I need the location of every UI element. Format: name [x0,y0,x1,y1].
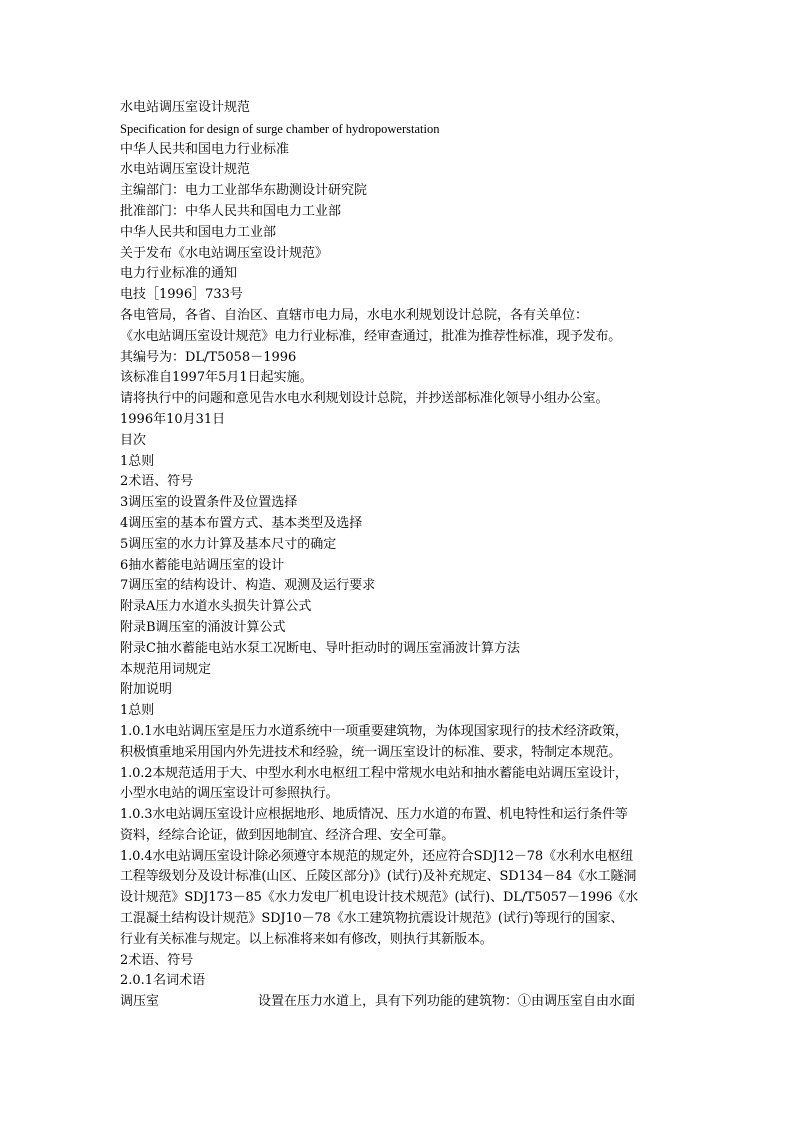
doc-title-repeat: 水电站调压室设计规范 [120,162,251,178]
paragraph-line: 行业有关标准与规定。以上标准将来如有修改，则执行其新版本。 [120,931,493,947]
paragraph-line: 工混凝土结构设计规范》SDJ10－78《水工建筑物抗震设计规范》(试行)等现行的国家、 [120,911,624,927]
paragraph-line: 工程等级划分及设计标准(山区、丘陵区部分)》(试行)及补充规定、SD134－84《水工隧洞 [120,869,637,885]
effective-date: 该标准自1997年5月1日起实施。 [120,370,313,386]
paragraph-line: 1.0.1水电站调压室是压力水道系统中一项重要建筑物，为体现国家现行的技术经济政策， [120,723,628,739]
doc-title: 水电站调压室设计规范 [120,100,251,115]
paragraph-line: 1.0.3水电站调压室设计应根据地形、地质情况、压力水道的布置、机电特性和运行条件等 [120,807,628,823]
section-heading: 2术语、符号 [120,952,194,968]
toc-item: 附录B调压室的涌波计算公式 [120,619,286,635]
standard-number: 其编号为：DL/T5058－1996 [120,349,297,365]
editor-department: 主编部门：电力工业部华东勘测设计研究院 [120,183,368,199]
toc-item: 附加说明 [120,682,173,698]
approval-department: 批准部门：中华人民共和国电力工业部 [120,203,342,219]
toc-item: 本规范用词规定 [120,661,212,677]
paragraph-line: 积极慎重地采用国内外先进技术和经验，统一调压室设计的标准、要求，特制定本规范。 [120,744,622,760]
section-heading: 1总则 [120,703,155,719]
toc-item: 4调压室的基本布置方式、基本类型及选择 [120,515,363,531]
toc-item: 6抽水蓄能电站调压室的设计 [120,557,285,573]
toc-item: 附录C抽水蓄能电站水泵工况断电、导叶拒动时的调压室涌波计算方法 [120,640,520,656]
issuing-ministry: 中华人民共和国电力工业部 [120,224,277,240]
paragraph-line: 资料，经综合论证，做到因地制宜、经济合理、安全可靠。 [120,827,455,843]
doc-title-english: Specification for design of surge chamber of hydropowerstation [120,121,440,136]
document-page [120,98,680,1013]
subsection-heading: 2.0.1名词术语 [120,973,206,989]
paragraph-line: 1.0.2本规范适用于大、中型水利水电枢纽工程中常规水电站和抽水蓄能电站调压室设计， [120,765,628,781]
definition-text: 设置在压力水道上，具有下列功能的建筑物：①由调压室自由水面 [258,994,636,1010]
notice-recipients: 各电管局，各省、自治区、直辖市电力局，水电水利规划设计总院，各有关单位： [120,307,589,323]
toc-item: 5调压室的水力计算及基本尺寸的确定 [120,536,337,552]
toc-item: 1总则 [120,453,155,469]
toc-item: 2术语、符号 [120,474,194,490]
notice-date: 1996年10月31日 [120,411,226,427]
standard-type: 中华人民共和国电力行业标准 [120,141,290,157]
notice-body-2: 请将执行中的问题和意见告水电水利规划设计总院，并抄送部标准化领导小组办公室。 [120,391,609,407]
paragraph-line: 设计规范》SDJ173－85《水力发电厂机电设计技术规范》(试行)、DL/T5057－1996《水 [120,890,638,906]
notice-title-2: 电力行业标准的通知 [120,266,238,282]
definition-row [120,992,680,1013]
toc-heading: 目次 [120,432,147,448]
toc-item: 7调压室的结构设计、构造、观测及运行要求 [120,578,376,594]
notice-body-1: 《水电站调压室设计规范》电力行业标准，经审查通过，批准为推荐性标准，现予发布。 [120,328,622,344]
definition-term: 调压室 [120,994,160,1010]
toc-item: 3调压室的设置条件及位置选择 [120,495,298,511]
document-number: 电技［1996］733号 [120,287,243,303]
toc-item: 附录A压力水道水头损失计算公式 [120,599,312,615]
paragraph-line: 1.0.4水电站调压室设计除必须遵守本规范的规定外，还应符合SDJ12－78《水利水电枢纽 [120,848,633,864]
notice-title-1: 关于发布《水电站调压室设计规范》 [120,245,329,261]
paragraph-line: 小型水电站的调压室设计可参照执行。 [120,786,339,802]
